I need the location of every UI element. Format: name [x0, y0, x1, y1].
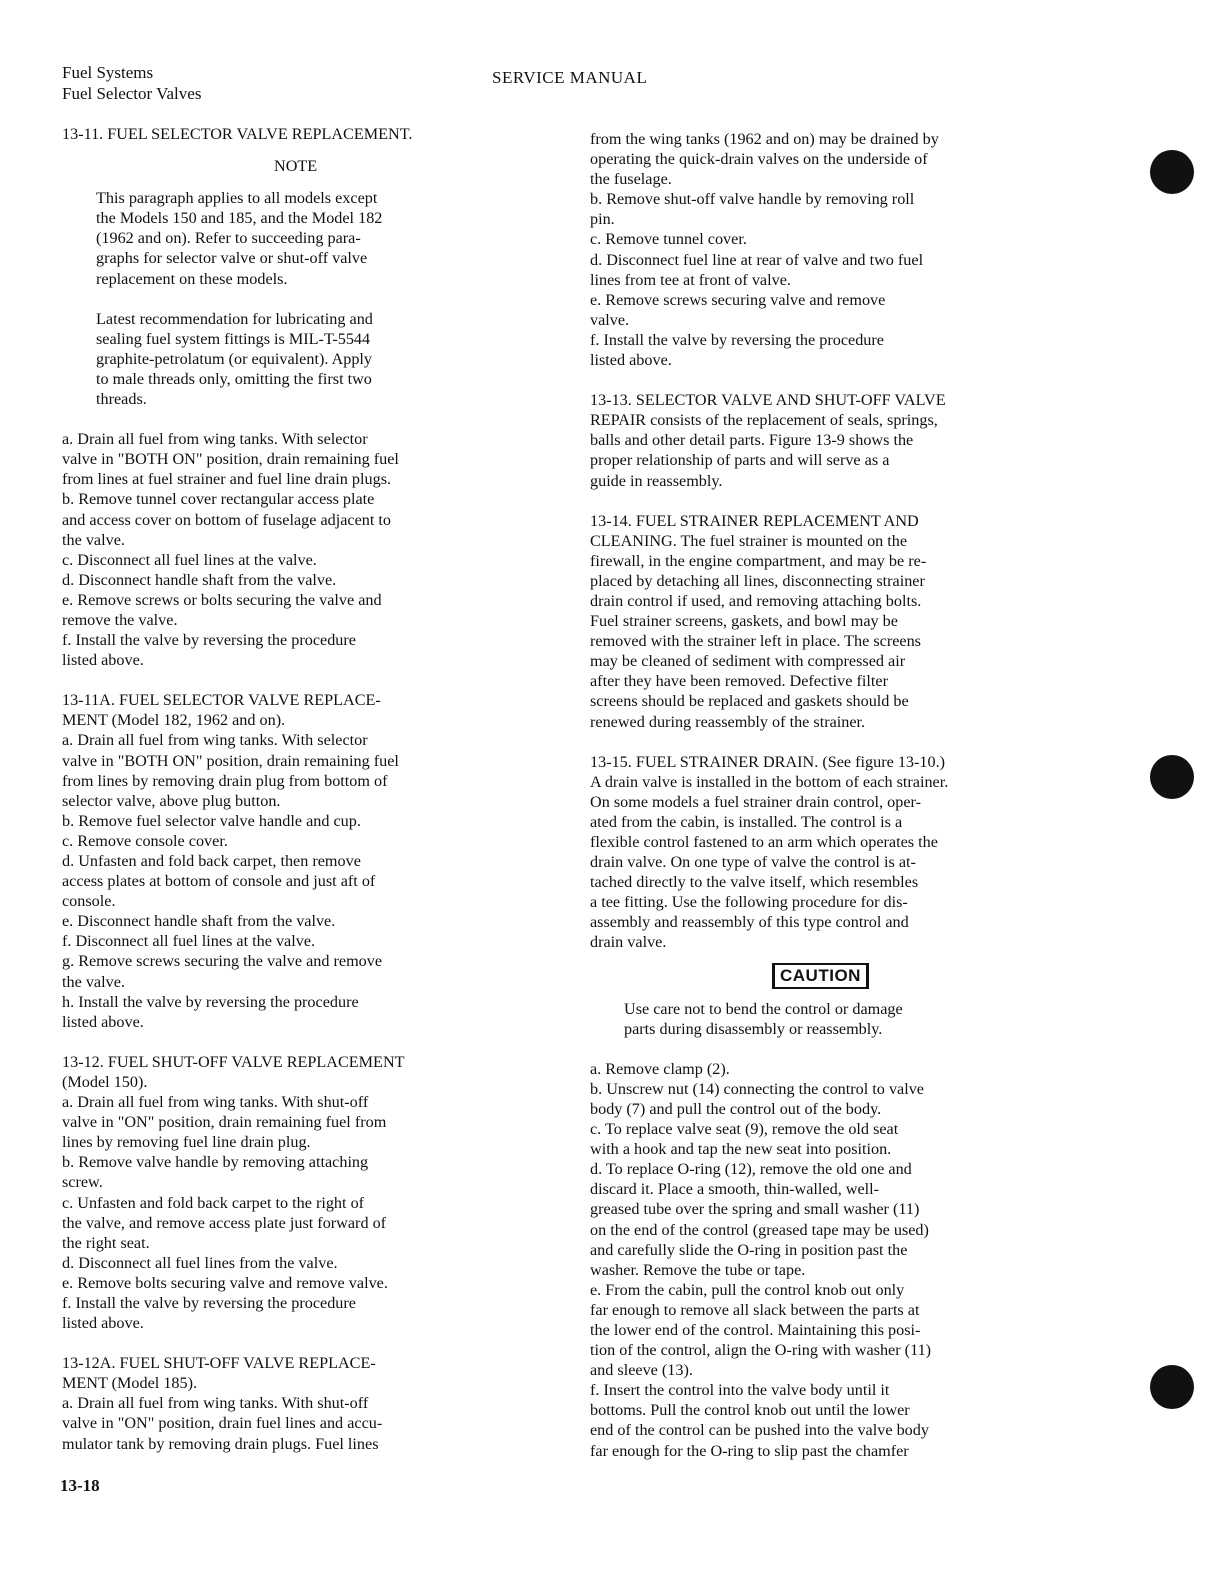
right-column [590, 129, 1076, 1461]
text-line: balls and other detail parts. Figure 13-9 shows the [590, 431, 914, 450]
section-13-12a-continued [590, 129, 1076, 370]
step-line: a. Remove clamp (2). [590, 1059, 730, 1078]
step-line: listed above. [590, 351, 672, 370]
step-line: a. Drain all fuel from wing tanks. With selector [62, 731, 368, 750]
text-line: graphs for selector valve or shut-off valve [96, 249, 368, 268]
page-number: 13-18 [60, 1476, 100, 1495]
section-heading: 13-11A. FUEL SELECTOR VALVE REPLACE- [62, 691, 381, 710]
caution-text [590, 999, 1076, 1039]
section-heading: 13-14. FUEL STRAINER REPLACEMENT AND [590, 511, 919, 530]
section-13-15 [590, 752, 1076, 953]
step-line: d. To replace O-ring (12), remove the old one and [590, 1160, 912, 1179]
step-line: listed above. [62, 651, 144, 670]
text-line: graphite-petrolatum (or equivalent). Apply [96, 349, 373, 368]
text-line: Fuel strainer screens, gaskets, and bowl may be [590, 612, 898, 631]
text-line: sealing fuel system fittings is MIL-T-5544 [96, 329, 371, 348]
step-line: on the end of the control (greased tape may be used) [590, 1220, 929, 1239]
step-line: the valve, and remove access plate just forward of [62, 1213, 387, 1232]
step-line: e. Disconnect handle shaft from the valve. [62, 912, 336, 931]
caution-label: CAUTION [772, 963, 869, 989]
step-line: lines from tee at front of valve. [590, 270, 791, 289]
step-line: b. Remove fuel selector valve handle and cup. [62, 811, 361, 830]
step-line: the lower end of the control. Maintaining this posi- [590, 1320, 921, 1339]
text-line: tached directly to the valve itself, which resembles [590, 873, 919, 892]
text-line: may be cleaned of sediment with compressed air [590, 652, 906, 671]
step-line: from lines at fuel strainer and fuel line drain plugs. [62, 470, 392, 489]
text-line: drain valve. On one type of valve the control is at- [590, 853, 916, 872]
text-line: parts during disassembly or reassembly. [624, 1019, 883, 1038]
step-line: c. To replace valve seat (9), remove the old seat [590, 1120, 899, 1139]
step-line: valve in "BOTH ON" position, drain remaining fuel [62, 450, 399, 469]
text-line: to male threads only, omitting the first two [96, 369, 372, 388]
note-paragraph-1 [62, 188, 532, 288]
step-line: c. Remove tunnel cover. [590, 230, 747, 249]
step-line: pin. [590, 210, 615, 229]
section-13-13 [590, 390, 1076, 490]
step-line: and access cover on bottom of fuselage adjacent to [62, 510, 392, 529]
text-line: assembly and reassembly of this type control and [590, 913, 909, 932]
section-heading: 13-12. FUEL SHUT-OFF VALVE REPLACEMENT [62, 1052, 405, 1071]
step-line: end of the control can be pushed into the valve body [590, 1421, 929, 1440]
step-line: b. Remove shut-off valve handle by removing roll [590, 190, 915, 209]
section-heading: 13-12A. FUEL SHUT-OFF VALVE REPLACE- [62, 1354, 376, 1373]
step-line: body (7) and pull the control out of the body. [590, 1099, 882, 1118]
section-13-11a [62, 690, 532, 1032]
section-heading: 13-13. SELECTOR VALVE AND SHUT-OFF VALVE [590, 391, 946, 410]
header-section-title [62, 62, 201, 104]
step-line: c. Remove console cover. [62, 831, 228, 850]
step-line: f. Disconnect all fuel lines at the valve. [62, 932, 316, 951]
section-heading: MENT (Model 185). [62, 1374, 198, 1393]
step-line: f. Install the valve by reversing the procedure [62, 631, 356, 650]
section-heading: MENT (Model 182, 1962 and on). [62, 711, 286, 730]
step-line: valve in "ON" position, drain fuel lines and accu- [62, 1414, 383, 1433]
step-line: d. Disconnect all fuel lines from the valve. [62, 1253, 338, 1272]
step-line: and sleeve (13). [590, 1361, 693, 1380]
step-line: a. Drain all fuel from wing tanks. With shut-off [62, 1093, 369, 1112]
step-line: access plates at bottom of console and just aft of [62, 872, 376, 891]
step-line: the valve. [62, 530, 125, 549]
header-title-line2: Fuel Selector Valves [62, 84, 202, 103]
steps-13-11 [62, 429, 532, 670]
text-line: renewed during reassembly of the strainer. [590, 712, 866, 731]
step-line: the fuselage. [590, 170, 672, 189]
section-heading: 13-15. FUEL STRAINER DRAIN. (See figure 13-10.) [590, 752, 946, 771]
binder-hole-bottom [1150, 1365, 1194, 1409]
step-line: f. Install the valve by reversing the procedure [590, 330, 884, 349]
step-line: bottoms. Pull the control knob out until the lower [590, 1401, 910, 1420]
text-line: A drain valve is installed in the bottom of each strainer. [590, 772, 949, 791]
step-line: console. [62, 892, 116, 911]
step-line: d. Unfasten and fold back carpet, then remove [62, 852, 361, 870]
text-line: flexible control fastened to an arm which operates the [590, 833, 938, 851]
text-line: screens should be replaced and gaskets should be [590, 692, 909, 711]
step-line: valve in "BOTH ON" position, drain remaining fuel [62, 751, 399, 770]
step-line: d. Disconnect handle shaft from the valve. [62, 570, 337, 589]
text-line: placed by detaching all lines, disconnecting strainer [590, 571, 925, 590]
step-line: h. Install the valve by reversing the procedure [62, 992, 359, 1011]
step-line: b. Remove valve handle by removing attaching [62, 1153, 369, 1172]
header-manual-title: SERVICE MANUAL [492, 68, 648, 87]
step-line: discard it. Place a smooth, thin-walled, well- [590, 1180, 880, 1199]
step-line: selector valve, above plug button. [62, 791, 281, 810]
step-line: d. Disconnect fuel line at rear of valve and two fuel [590, 250, 924, 269]
step-line: far enough for the O-ring to slip past the chamfer [590, 1441, 909, 1460]
text-line: On some models a fuel strainer drain control, oper- [590, 792, 921, 811]
text-line: threads. [96, 390, 147, 409]
binder-hole-middle [1150, 755, 1194, 799]
section-13-14 [590, 511, 1076, 732]
step-line: e. Remove screws or bolts securing the valve and [62, 590, 382, 609]
text-line: replacement on these models. [96, 269, 288, 288]
text-line: ated from the cabin, is installed. The control is a [590, 812, 903, 831]
step-line: e. Remove screws securing valve and remove [590, 290, 886, 309]
step-line: e. Remove bolts securing valve and remove valve. [62, 1273, 388, 1292]
text-line: (1962 and on). Refer to succeeding para- [96, 229, 361, 248]
step-line: from the wing tanks (1962 and on) may be drained by [590, 130, 939, 148]
text-line: a tee fitting. Use the following procedure for dis- [590, 893, 908, 912]
step-line: g. Remove screws securing the valve and remove [62, 952, 383, 971]
step-line: b. Unscrew nut (14) connecting the control to valve [590, 1079, 924, 1098]
step-line: with a hook and tap the new seat into position. [590, 1140, 892, 1159]
step-line: the valve. [62, 972, 125, 991]
step-line: operating the quick-drain valves on the underside of [590, 150, 928, 169]
step-line: tion of the control, align the O-ring with washer (11) [590, 1341, 932, 1360]
step-line: the right seat. [62, 1233, 150, 1252]
section-13-12 [62, 1052, 532, 1333]
step-line: c. Disconnect all fuel lines at the valve. [62, 550, 317, 569]
text-line: REPAIR consists of the replacement of seals, springs, [590, 411, 938, 430]
text-line: removed with the strainer left in place. The screens [590, 632, 921, 651]
text-line: the Models 150 and 185, and the Model 182 [96, 209, 383, 228]
binder-hole-top [1150, 150, 1194, 194]
step-line: e. From the cabin, pull the control knob out only [590, 1280, 905, 1299]
steps-13-15 [590, 1059, 1076, 1461]
section-heading: (Model 150). [62, 1072, 148, 1091]
text-line: drain valve. [590, 933, 667, 952]
text-line: CLEANING. The fuel strainer is mounted on the [590, 531, 908, 550]
step-line: valve in "ON" position, drain remaining fuel from [62, 1113, 387, 1132]
note-paragraph-2 [62, 309, 532, 409]
text-line: Latest recommendation for lubricating and [96, 309, 373, 328]
step-line: b. Remove tunnel cover rectangular access plate [62, 490, 375, 509]
text-line: firewall, in the engine compartment, and may be re- [590, 551, 927, 570]
step-line: greased tube over the spring and small washer (11) [590, 1200, 920, 1219]
step-line: a. Drain all fuel from wing tanks. With selector [62, 430, 368, 449]
text-line: drain control if used, and removing attaching bolts. [590, 591, 922, 610]
step-line: f. Install the valve by reversing the procedure [62, 1293, 356, 1312]
step-line: screw. [62, 1173, 103, 1192]
step-line: listed above. [62, 1012, 144, 1031]
text-line: proper relationship of parts and will serve as a [590, 451, 890, 470]
text-line: This paragraph applies to all models except [96, 189, 378, 208]
step-line: far enough to remove all slack between the parts at [590, 1300, 920, 1319]
section-13-12a [62, 1353, 532, 1453]
step-line: from lines by removing drain plug from bottom of [62, 771, 388, 790]
left-column [62, 124, 532, 1454]
step-line: remove the valve. [62, 610, 178, 629]
step-line: mulator tank by removing drain plugs. Fuel lines [62, 1434, 379, 1453]
step-line: valve. [590, 310, 630, 329]
text-line: guide in reassembly. [590, 471, 723, 490]
step-line: listed above. [62, 1314, 144, 1333]
step-line: and carefully slide the O-ring in position past the [590, 1240, 908, 1259]
text-line: Use care not to bend the control or damage [624, 999, 903, 1018]
step-line: washer. Remove the tube or tape. [590, 1260, 806, 1279]
step-line: c. Unfasten and fold back carpet to the right of [62, 1193, 365, 1212]
heading-13-11: 13-11. FUEL SELECTOR VALVE REPLACEMENT. [62, 125, 413, 143]
step-line: lines by removing fuel line drain plug. [62, 1133, 311, 1152]
step-line: f. Insert the control into the valve body until it [590, 1381, 890, 1400]
caution-block [590, 953, 1076, 999]
step-line: a. Drain all fuel from wing tanks. With shut-off [62, 1394, 369, 1413]
header-title-line1: Fuel Systems [62, 63, 154, 82]
text-line: after they have been removed. Defective filter [590, 672, 888, 691]
note-title: NOTE [274, 157, 318, 176]
